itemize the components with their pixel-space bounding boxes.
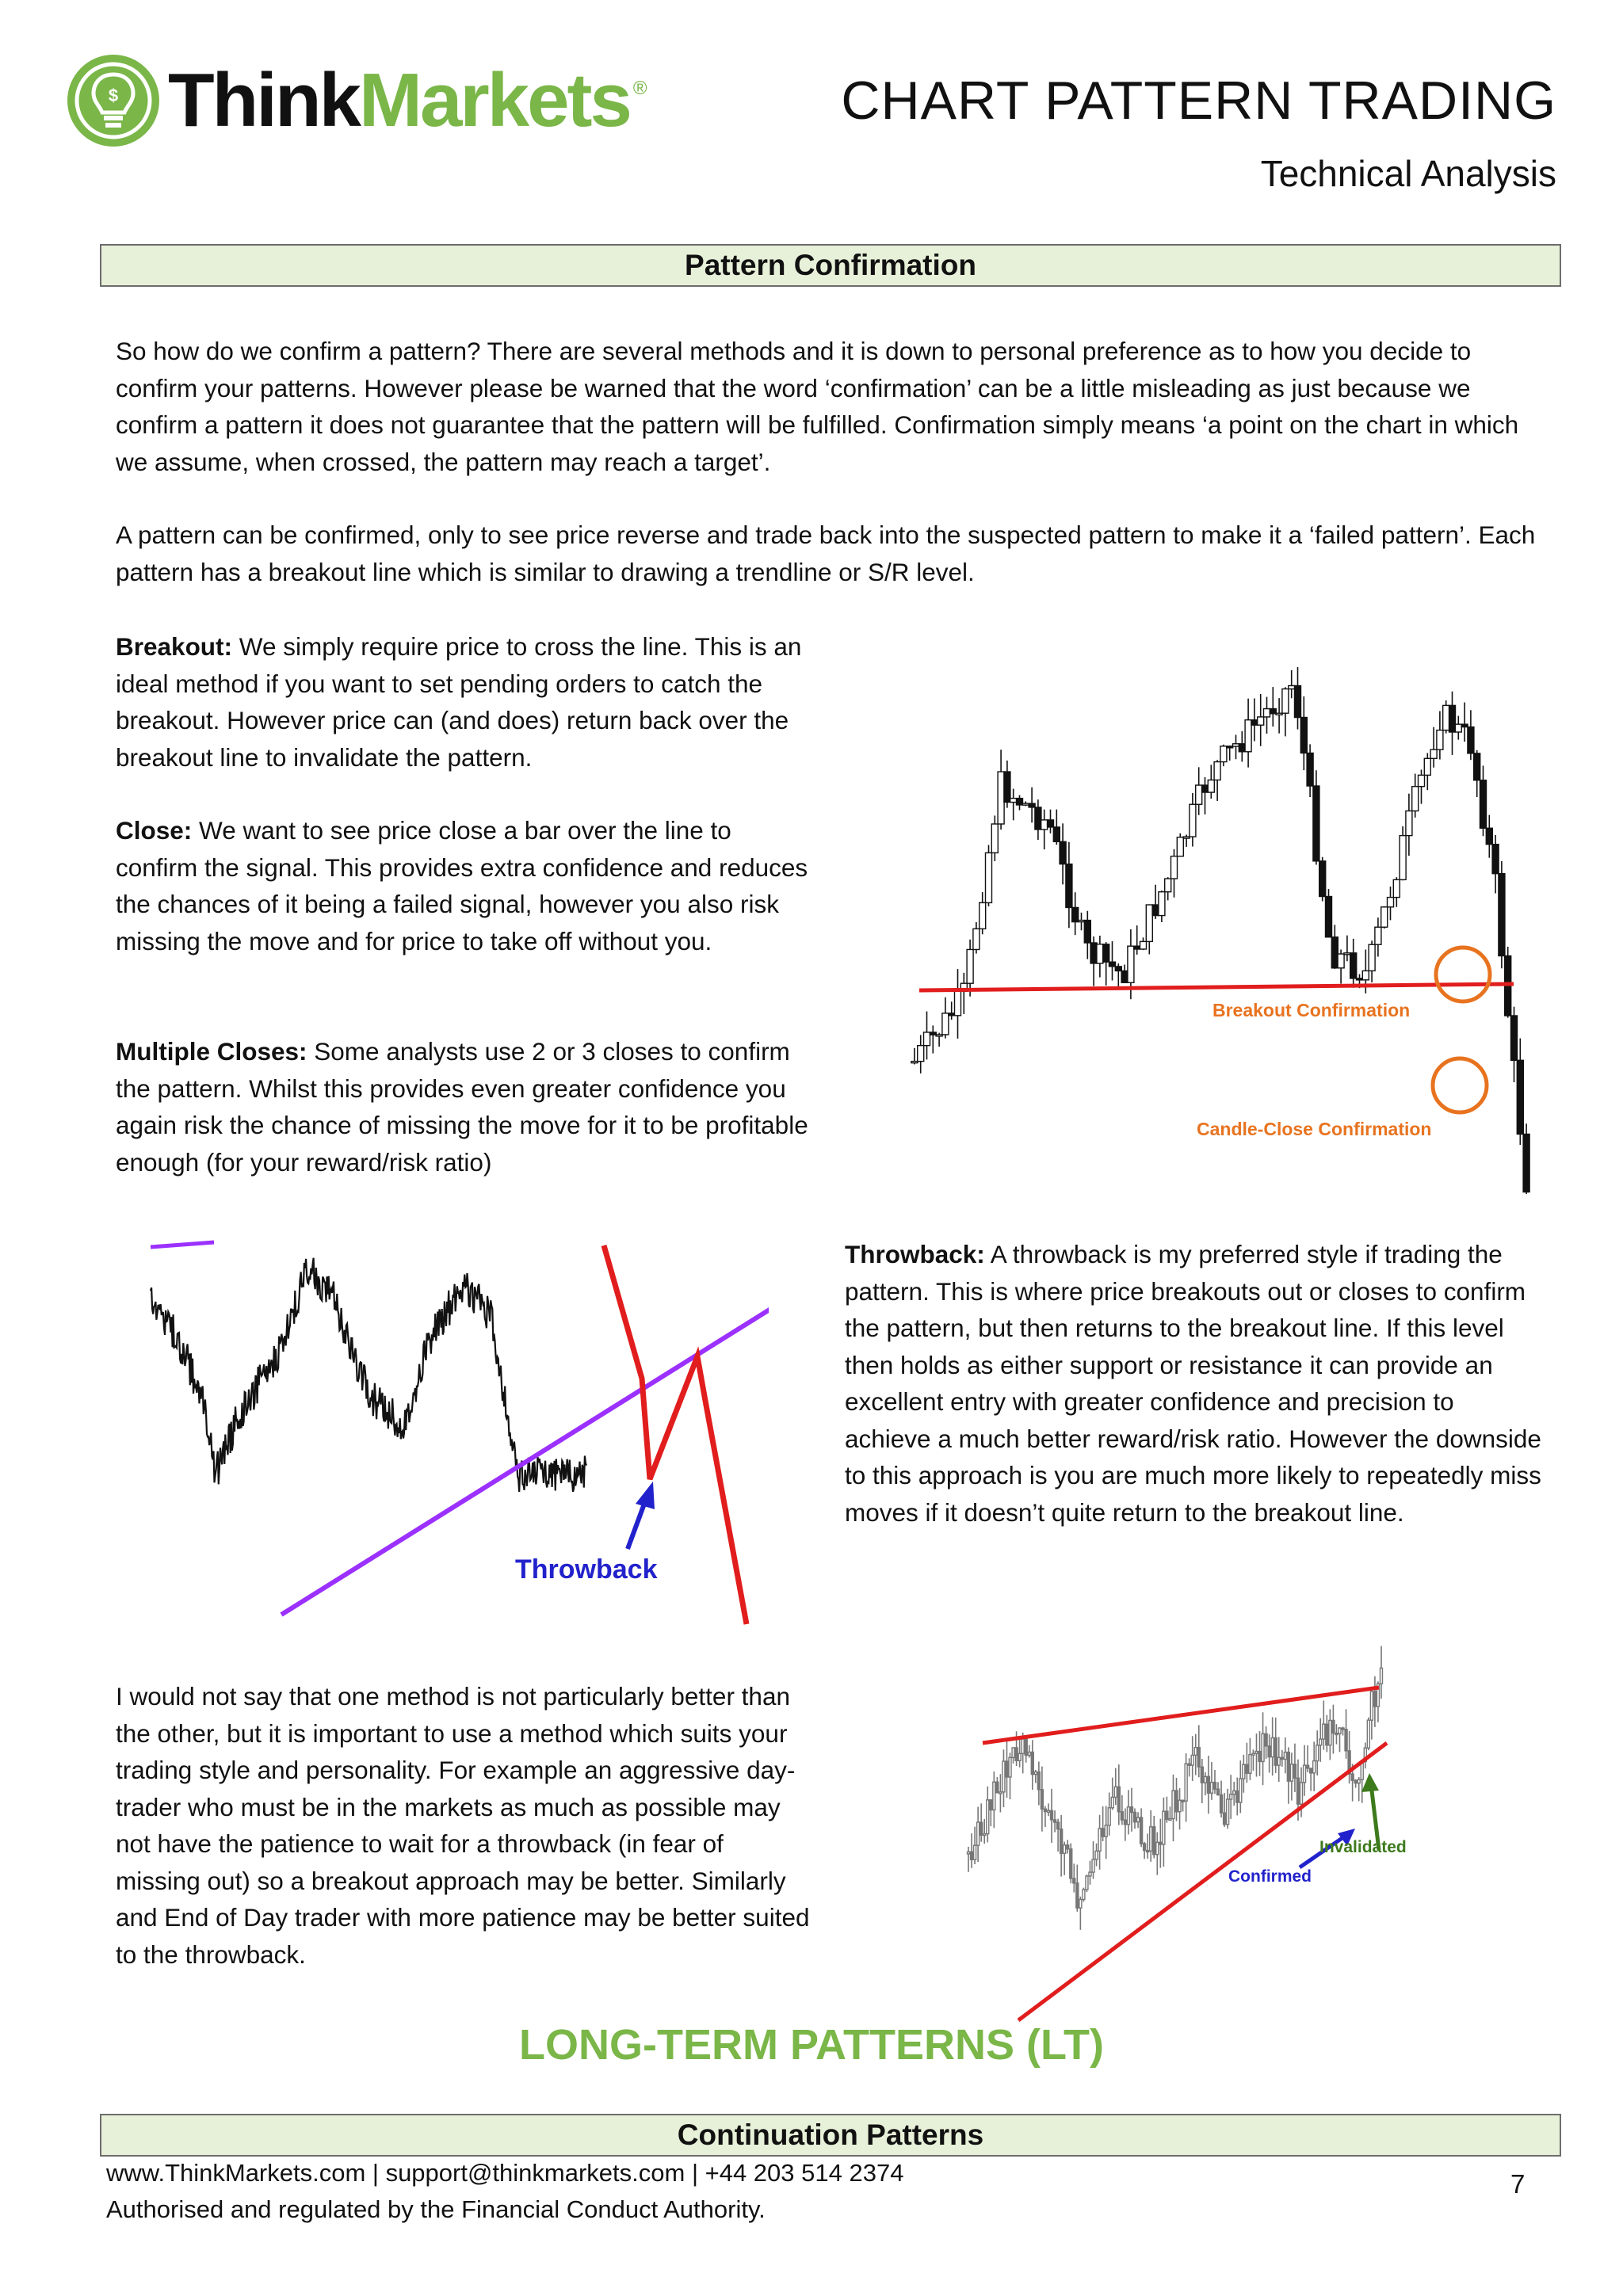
candle-body	[1380, 1668, 1382, 1684]
candle-body	[1331, 937, 1338, 968]
candle-body	[1188, 1764, 1190, 1765]
candle-body	[1108, 1808, 1110, 1825]
footer	[106, 2155, 903, 2228]
candle-body	[1134, 946, 1140, 949]
candle-body	[942, 1013, 949, 1035]
candle-body	[1375, 927, 1381, 944]
section-title-continuation-patterns: Continuation Patterns	[100, 2114, 1561, 2157]
candle-body	[1084, 921, 1090, 943]
candle-body	[1018, 1753, 1021, 1760]
candle-body	[1332, 1720, 1335, 1733]
candle-body	[1109, 962, 1116, 967]
candle-body	[1103, 944, 1109, 962]
throwback-arrowhead	[636, 1482, 655, 1509]
candle-body	[1265, 1733, 1267, 1745]
candle-body	[1006, 1761, 1008, 1777]
candle-body	[1400, 836, 1406, 880]
candle-body	[1252, 1753, 1254, 1755]
candle-body	[1258, 717, 1264, 725]
candle-body	[1172, 1791, 1174, 1818]
candle-body	[1159, 1842, 1162, 1844]
intro-paragraph-1: So how do we confirm a pattern? There are several methods and it is down to personal preference as to how you decide to confirm your patterns. However please be warned that the word ‘confirmation’ can be a little misleading as just because we confirm a pattern it does not guarantee that the pattern will be fulfilled. Confirmation simply means ‘a point on the chart in which we assume, when crossed, the pattern may reach a target’.	[116, 337, 1519, 476]
candle-body	[1197, 1748, 1200, 1768]
candle-body	[1124, 1820, 1126, 1825]
candle-body	[1070, 1849, 1072, 1878]
candle-body	[1047, 1810, 1049, 1812]
candle-body	[1128, 946, 1134, 982]
candle-body	[1326, 897, 1332, 937]
candle-body	[911, 1062, 918, 1063]
candle-body	[1262, 1733, 1264, 1761]
candle-body	[924, 1032, 930, 1046]
chart-throwback	[143, 1236, 769, 1632]
close-circle	[1433, 1058, 1487, 1112]
candle-body	[1419, 775, 1425, 786]
candle-body	[1345, 1730, 1347, 1751]
breakout-circle	[1436, 948, 1490, 1001]
candle-body	[1012, 1748, 1014, 1757]
candle-body	[1190, 804, 1196, 837]
svg-text:$: $	[108, 86, 119, 105]
candle-body	[1022, 1739, 1024, 1753]
candle-body	[1474, 753, 1480, 780]
candle-body	[1153, 1827, 1155, 1855]
label-throwback: Throwback	[515, 1554, 658, 1585]
candle-body	[1166, 1811, 1168, 1819]
candle-body	[1284, 1753, 1286, 1760]
candle-body	[974, 1845, 976, 1859]
candle-body	[1146, 905, 1152, 941]
candle-body	[986, 852, 992, 902]
candle-body	[1057, 1822, 1060, 1829]
candle-body	[1089, 1872, 1091, 1876]
candle-body	[1449, 705, 1456, 732]
candle-body	[1251, 720, 1258, 725]
candle-body	[1369, 944, 1375, 971]
candle-body	[1290, 1764, 1293, 1781]
candle-body	[1230, 1794, 1232, 1799]
candle-body	[1105, 1825, 1107, 1836]
candle-body	[993, 1782, 995, 1810]
candle-body	[1350, 953, 1357, 978]
candle-body	[1282, 689, 1289, 714]
candle-body	[1202, 785, 1209, 792]
closing-paragraph: I would not say that one method is not particularly better than the other, but it is important to use a method which suits your trading style and personality. For example an aggressive day-trader who must be in the markets as much as possible may not have the patience to wait for a throwback (in fear of missing out) so a breakout approach may be better. Similarly and End of Day trader with more patience may be better suited to the throwback.	[116, 1682, 810, 1969]
candle-body	[998, 772, 1004, 824]
candle-body	[1156, 1842, 1159, 1854]
candle-body	[1010, 799, 1017, 803]
method-close-label: Close:	[116, 816, 193, 845]
candle-body	[1370, 1691, 1373, 1720]
candle-body	[1281, 1757, 1283, 1759]
document-subtitle: Technical Analysis	[1260, 153, 1556, 194]
candle-body	[1239, 1779, 1242, 1802]
candle-body	[1517, 1060, 1523, 1134]
candle-body	[1217, 1789, 1220, 1794]
candle-body	[968, 1852, 970, 1854]
candle-body	[1159, 892, 1165, 916]
candle-body	[1196, 785, 1202, 804]
candle-body	[1239, 744, 1245, 752]
method-multiple-label: Multiple Closes:	[116, 1037, 307, 1066]
candle-body	[1147, 1851, 1149, 1852]
candle-body	[1097, 944, 1103, 963]
candle-body	[1140, 941, 1147, 949]
candle-body	[1137, 1817, 1140, 1822]
candle-body	[1035, 807, 1041, 830]
candle-body	[1357, 978, 1363, 980]
footer-regulation: Authorised and regulated by the Financial Conduct Authority.	[106, 2195, 766, 2223]
candle-body	[1127, 1807, 1129, 1825]
candle-body	[1430, 749, 1437, 758]
candle-body	[1067, 1845, 1069, 1849]
candle-body	[1079, 921, 1085, 922]
method-breakout-label: Breakout:	[116, 632, 233, 661]
candle-body	[1034, 1772, 1037, 1774]
candle-body	[1270, 709, 1276, 714]
candle-body	[1313, 786, 1319, 861]
candle-body	[990, 1800, 992, 1810]
candle-body	[1177, 837, 1183, 856]
candle-body	[1051, 1810, 1053, 1820]
candle-body	[1134, 1812, 1136, 1821]
lightbulb-logo-icon	[65, 52, 162, 149]
long-term-patterns-heading: LONG-TERM PATTERNS (LT)	[519, 2021, 1104, 2069]
candle-body	[1220, 746, 1227, 762]
candle-body	[1295, 685, 1301, 717]
candle-body	[1004, 772, 1010, 802]
candle-body	[1300, 1783, 1303, 1804]
candle-body	[987, 1800, 989, 1834]
candle-body	[1060, 841, 1066, 864]
candle-body	[1264, 709, 1270, 717]
candle-body	[980, 1822, 983, 1835]
label-confirmed: Confirmed	[1228, 1867, 1312, 1886]
candle-body	[1362, 971, 1369, 979]
candle-body	[1015, 1748, 1018, 1760]
candle-body	[1072, 907, 1079, 921]
candle-body	[1367, 1720, 1369, 1748]
candle-body	[1393, 879, 1400, 897]
candle-body	[1169, 1819, 1171, 1821]
candle-body	[1468, 727, 1474, 753]
candle-body	[1140, 1817, 1143, 1844]
candle-body	[1381, 907, 1388, 927]
trendline-stub	[151, 1242, 214, 1247]
candle-body	[1268, 1746, 1270, 1757]
candle-body	[1344, 953, 1350, 955]
candle-body	[1194, 1748, 1197, 1756]
candle-body	[971, 1852, 973, 1859]
candle-body	[1163, 1811, 1165, 1844]
candle-body	[1076, 1883, 1079, 1908]
footer-contact: www.ThinkMarkets.com | support@thinkmarkets.com | +44 203 514 2374	[106, 2159, 904, 2187]
method-breakout	[116, 628, 813, 776]
candle-body	[1092, 1859, 1094, 1872]
candle-body	[1300, 718, 1307, 753]
candle-body	[1358, 1779, 1360, 1783]
candle-body	[1041, 1790, 1043, 1809]
candle-body	[973, 929, 980, 949]
candle-body	[1492, 845, 1499, 874]
candle-body	[1319, 1739, 1322, 1745]
candle-body	[1208, 780, 1214, 793]
method-throwback-label: Throwback:	[845, 1240, 985, 1268]
candle-body	[1022, 803, 1029, 805]
method-close	[116, 812, 813, 959]
candle-body	[1044, 1809, 1046, 1811]
document-title: CHART PATTERN TRADING	[841, 71, 1556, 131]
invalidated-arrowhead	[1361, 1773, 1379, 1792]
candle-body	[983, 1834, 986, 1836]
candle-body	[1165, 879, 1171, 892]
candle-body	[1388, 898, 1394, 907]
candle-body	[1227, 1799, 1229, 1825]
candle-body	[1307, 753, 1313, 786]
candle-body	[1053, 827, 1060, 841]
method-multiple-text: Some analysts use 2 or 3 closes to confirm the pattern. Whilst this provides even greater confidence you again risk the chance of missing the move for it to be profitable enough (for your reward/risk ratio)	[116, 1037, 808, 1177]
candle-body	[1207, 1776, 1209, 1793]
candle-body	[1412, 787, 1419, 811]
candle-body	[1335, 1733, 1338, 1734]
candle-body	[977, 1822, 980, 1845]
candle-body	[1245, 720, 1251, 752]
candle-body	[1041, 820, 1048, 830]
candle-body	[1455, 724, 1461, 732]
candle-body	[1351, 1774, 1354, 1780]
candle-body	[1025, 1739, 1027, 1755]
candle-body	[1130, 1807, 1132, 1813]
candle-body	[1233, 744, 1239, 746]
candle-body	[1499, 874, 1505, 956]
candle-body	[1287, 1753, 1289, 1782]
candle-body	[936, 1035, 942, 1036]
candle-body	[1201, 1767, 1203, 1783]
candle-body	[1276, 713, 1282, 715]
method-throwback	[845, 1236, 1542, 1531]
candle-body	[1183, 837, 1190, 838]
candle-body	[1313, 1761, 1316, 1773]
brand-logo	[65, 49, 667, 152]
candle-body	[980, 902, 986, 929]
candle-body	[1424, 758, 1430, 775]
candle-body	[1095, 1851, 1098, 1859]
breakout-line	[919, 984, 1514, 990]
candle-body	[1175, 1791, 1178, 1812]
candle-body	[949, 1013, 955, 1016]
candle-body	[1354, 1780, 1357, 1783]
label-candle-close-confirmation: Candle-Close Confirmation	[1197, 1119, 1432, 1139]
candle-body	[1296, 1778, 1299, 1804]
method-close-text: We want to see price close a bar over the line to confirm the signal. This provides extra confidence and reduces the chances of it being a failed signal, however you also risk missing the move and for price to take off without you.	[116, 816, 808, 955]
candle-body	[1329, 1720, 1331, 1745]
candle-body	[1289, 685, 1295, 688]
candle-body	[1009, 1757, 1011, 1777]
method-multiple-closes	[116, 1033, 813, 1180]
candle-body	[1150, 1827, 1152, 1852]
candle-body	[1480, 780, 1487, 829]
candle-body	[996, 1782, 999, 1793]
candle-body	[1310, 1768, 1312, 1773]
candle-body	[1111, 1797, 1113, 1807]
candle-body	[1048, 820, 1054, 827]
candle-body	[1152, 905, 1159, 916]
candle-body	[1214, 762, 1220, 780]
candle-body	[1511, 1016, 1518, 1060]
candle-body	[1121, 971, 1128, 982]
chart-breakout-confirmation	[903, 634, 1537, 1236]
candle-body	[1373, 1691, 1376, 1707]
price-candles	[911, 667, 1529, 1194]
candle-body	[1121, 1812, 1123, 1820]
candle-body	[1523, 1134, 1529, 1192]
candle-body	[1060, 1829, 1063, 1854]
candle-body	[1204, 1776, 1206, 1783]
candle-body	[1274, 1737, 1277, 1765]
method-breakout-text: We simply require price to cross the line. This is an ideal method if you want to set pending orders to catch the breakout. However price can (and does) return back over the breakout line to invalidate the pattern.	[116, 632, 802, 772]
candle-body	[1326, 1724, 1328, 1745]
candle-body	[1054, 1820, 1056, 1822]
candle-body	[1117, 1787, 1120, 1812]
candle-body	[1037, 1772, 1040, 1789]
candle-body	[1213, 1783, 1216, 1790]
candle-body	[1002, 1761, 1005, 1792]
candle-body	[1249, 1755, 1251, 1774]
candle-body	[1178, 1800, 1181, 1812]
candle-body	[1243, 1764, 1245, 1779]
candle-body	[1437, 730, 1443, 750]
candle-body	[1233, 1791, 1235, 1794]
candle-body	[1316, 1745, 1319, 1761]
candle-body	[1338, 954, 1344, 968]
candle-body	[1319, 861, 1326, 897]
candle-body	[918, 1046, 924, 1062]
method-throwback-text: A throwback is my preferred style if trading the pattern. This is where price breakouts out or closes to confirm the pattern, but then returns to the breakout line. If this level then holds as either support or resistance it can provide an excellent entry with greater confidence and precision to achieve a much better reward/risk ratio. However the downside to this approach is you are much more likely to repeatedly miss moves if it doesn’t quite return to the breakout line.	[845, 1240, 1541, 1527]
candle-body	[991, 824, 998, 852]
candle-body	[1323, 1724, 1325, 1739]
candle-body	[999, 1792, 1002, 1794]
candle-body	[1443, 705, 1449, 730]
candle-body	[1083, 1890, 1085, 1899]
candle-body	[1486, 828, 1492, 844]
candle-body	[1342, 1728, 1344, 1730]
candle-body	[1304, 1765, 1306, 1783]
candle-body	[1277, 1757, 1280, 1765]
candle-body	[1171, 856, 1178, 879]
candle-body	[1028, 1752, 1030, 1755]
candle-body	[1224, 1813, 1226, 1825]
candle-body	[1227, 746, 1233, 748]
label-invalidated: Invalidated	[1319, 1838, 1407, 1856]
candle-body	[1114, 1787, 1117, 1797]
chart-invalidated	[951, 1640, 1458, 2036]
candle-body	[1086, 1876, 1088, 1890]
candle-body	[1307, 1765, 1309, 1768]
candle-body	[1115, 967, 1121, 971]
candle-body	[1220, 1794, 1223, 1813]
candle-body	[1271, 1737, 1274, 1756]
candle-body	[1090, 943, 1097, 963]
price-line	[151, 1258, 586, 1492]
candle-body	[1031, 1752, 1033, 1774]
intro-paragraph-2: A pattern can be confirmed, only to see price reverse and trade back into the suspected pattern to make it a ‘failed pattern’. Each pattern has a breakout line which is similar to drawing a trendline or S/R level.	[116, 521, 1536, 586]
candle-body	[1017, 799, 1023, 805]
candle-body	[1258, 1752, 1261, 1762]
candle-body	[1210, 1783, 1212, 1794]
candle-body	[1255, 1752, 1258, 1754]
candle-body	[1029, 803, 1035, 807]
candle-body	[1144, 1844, 1146, 1851]
candle-body	[1182, 1800, 1184, 1802]
section-title-pattern-confirmation: Pattern Confirmation	[100, 244, 1561, 287]
price-candles	[968, 1646, 1383, 1930]
candle-body	[967, 949, 973, 983]
brand-wordmark: ThinkMarkets ®	[168, 58, 645, 143]
candle-body	[1246, 1764, 1248, 1773]
candle-body	[930, 1032, 936, 1035]
candle-body	[1098, 1829, 1101, 1852]
candle-body	[1293, 1764, 1296, 1778]
candle-body	[1066, 864, 1072, 908]
candle-body	[955, 991, 961, 1016]
candle-body	[1073, 1878, 1075, 1883]
candle-body	[1191, 1755, 1193, 1765]
candle-body	[1461, 724, 1468, 727]
candle-body	[1064, 1845, 1066, 1853]
page-number: 7	[1510, 2169, 1526, 2199]
candle-body	[1185, 1764, 1187, 1801]
candle-body	[1406, 811, 1412, 836]
candle-body	[1079, 1899, 1082, 1908]
candle-body	[1102, 1829, 1104, 1836]
candle-body	[1338, 1728, 1341, 1733]
resistance-line	[983, 1688, 1379, 1743]
label-breakout-confirmation: Breakout Confirmation	[1212, 1000, 1411, 1020]
candle-body	[1236, 1791, 1239, 1802]
